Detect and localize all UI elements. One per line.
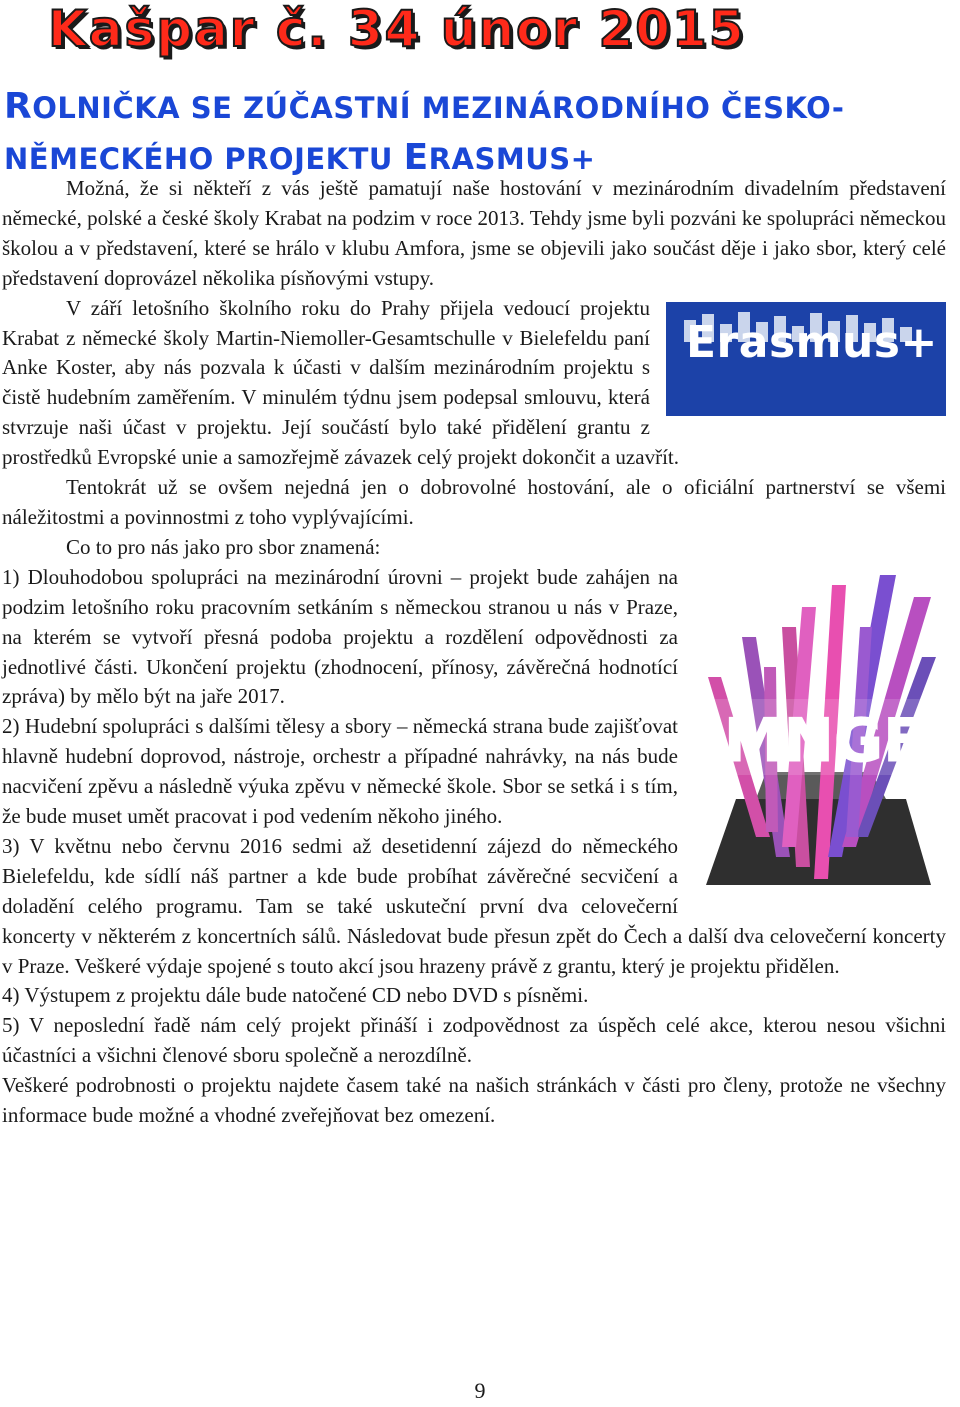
point-3: 3) V květnu nebo červnu 2016 sedmi až desetidenní zájezd do německého Bielefeldu, kde sídlí náš partner a kde bude probíhat závěrečné secvičení a doladění celého programu. Tam se také uskuteční první dva celovečerní koncerty v některém z koncertních sálů. Následovat bude přesun zpět do Čech a další dva celovečerní koncerty v Praze. Veškeré výdaje spojené s touto akcí jsou hrazeny právě z grantu, který je projektu přidělen. xyxy=(2,833,946,978)
mnge-logo-text: MNGE xyxy=(723,705,925,776)
point-5: 5) V neposlední řadě nám celý projekt přináší i zodpovědnost za úspěch celé akce, kterou nesou všichni účastníci a všichni členové sboru společně a nerozdílně. xyxy=(2,1013,946,1068)
heading-line-2: NĚMECKÉHO PROJEKTU ERASMUS+ xyxy=(4,137,596,178)
erasmus-logo-text: Erasmus+ xyxy=(686,316,938,368)
article-heading xyxy=(4,82,944,184)
paragraph-closing: Veškeré podrobnosti o projektu najdete časem také na našich stránkách v části pro členy, protože ne všechny informace bude možné a vhodné zveřejňovat bez omezení. xyxy=(2,1073,946,1128)
mnge-logo xyxy=(696,567,946,889)
masthead xyxy=(0,0,960,58)
article-body xyxy=(2,174,946,1131)
paragraph-meaning: Co to pro nás jako pro sbor znamená: xyxy=(66,534,381,559)
page-number: 9 xyxy=(474,1378,486,1403)
masthead-title: Kašpar č. 34 únor 2015 xyxy=(48,0,746,58)
paragraph-intro: Možná, že si někteří z vás ještě pamatují naše hostování v mezinárodním divadelním představení německé, polské a české školy Krabat na podzim v roce 2013. Tehdy jsme byli pozváni ke spolupráci německou školou a v představení, které se hrálo v klubu Amfora, jsme se objevili jako součást děje i jako sbor, který celé představení doprovázel několika písňovými vstupy. xyxy=(2,176,946,290)
erasmus-logo xyxy=(666,302,946,416)
point-4: 4) Výstupem z projektu dále bude natočené CD nebo DVD s písněmi. xyxy=(2,983,589,1008)
point-2: 2) Hudební spolupráci s dalšími tělesy a sbory – německá strana bude zajišťovat hlavně hudební doprovod, nástroje, orchestr a případné nahrávky, na nás bude nacvičení zpěvu a následně výuka zpěvu v německé škole. Sbor se setká i s tím, že bude muset umět pracovat i pod vedením někoho jiného. xyxy=(2,714,678,829)
paragraph-partnership: Tentokrát už se ovšem nejedná jen o dobrovolné hostování, ale o oficiální partnerství se všemi náležitostmi a povinnostmi z toho vyplývajícími. xyxy=(2,475,946,529)
heading-line-1: ROLNIČKA SE ZÚČASTNÍ MEZINÁRODNÍHO ČESKO- xyxy=(4,86,845,127)
paragraph-invitation: V září letošního školního roku do Prahy přijela vedoucí projektu Krabat z německé školy Martin-Niemoller-Gesamtschulle v Bielefeldu paní Anke Koster, aby nás pozvala k účasti v dalším mezinárodním projektu s čistě hudebním zaměřením. V minulém týdnu jsem podepsal smlouvu, která stvrzuje naši účast v projektu. Její součástí bylo také přidělení grantu z prostředků Evropské unie a samozřejmě závazek celý projekt dokončit a uzavřít. xyxy=(2,295,679,470)
point-1: 1) Dlouhodobou spolupráci na mezinárodní úrovni – projekt bude zahájen na podzim letošního roku pracovním setkáním s německou stranou u nás v Praze, na kterém se vytvoří přesná podoba projektu a rozdělení odpovědnosti za jednotlivé části. Ukončení projektu (zhodnocení, přínosy, závěrečná hodnotící zpráva) by mělo být na jaře 2017. xyxy=(2,564,678,709)
